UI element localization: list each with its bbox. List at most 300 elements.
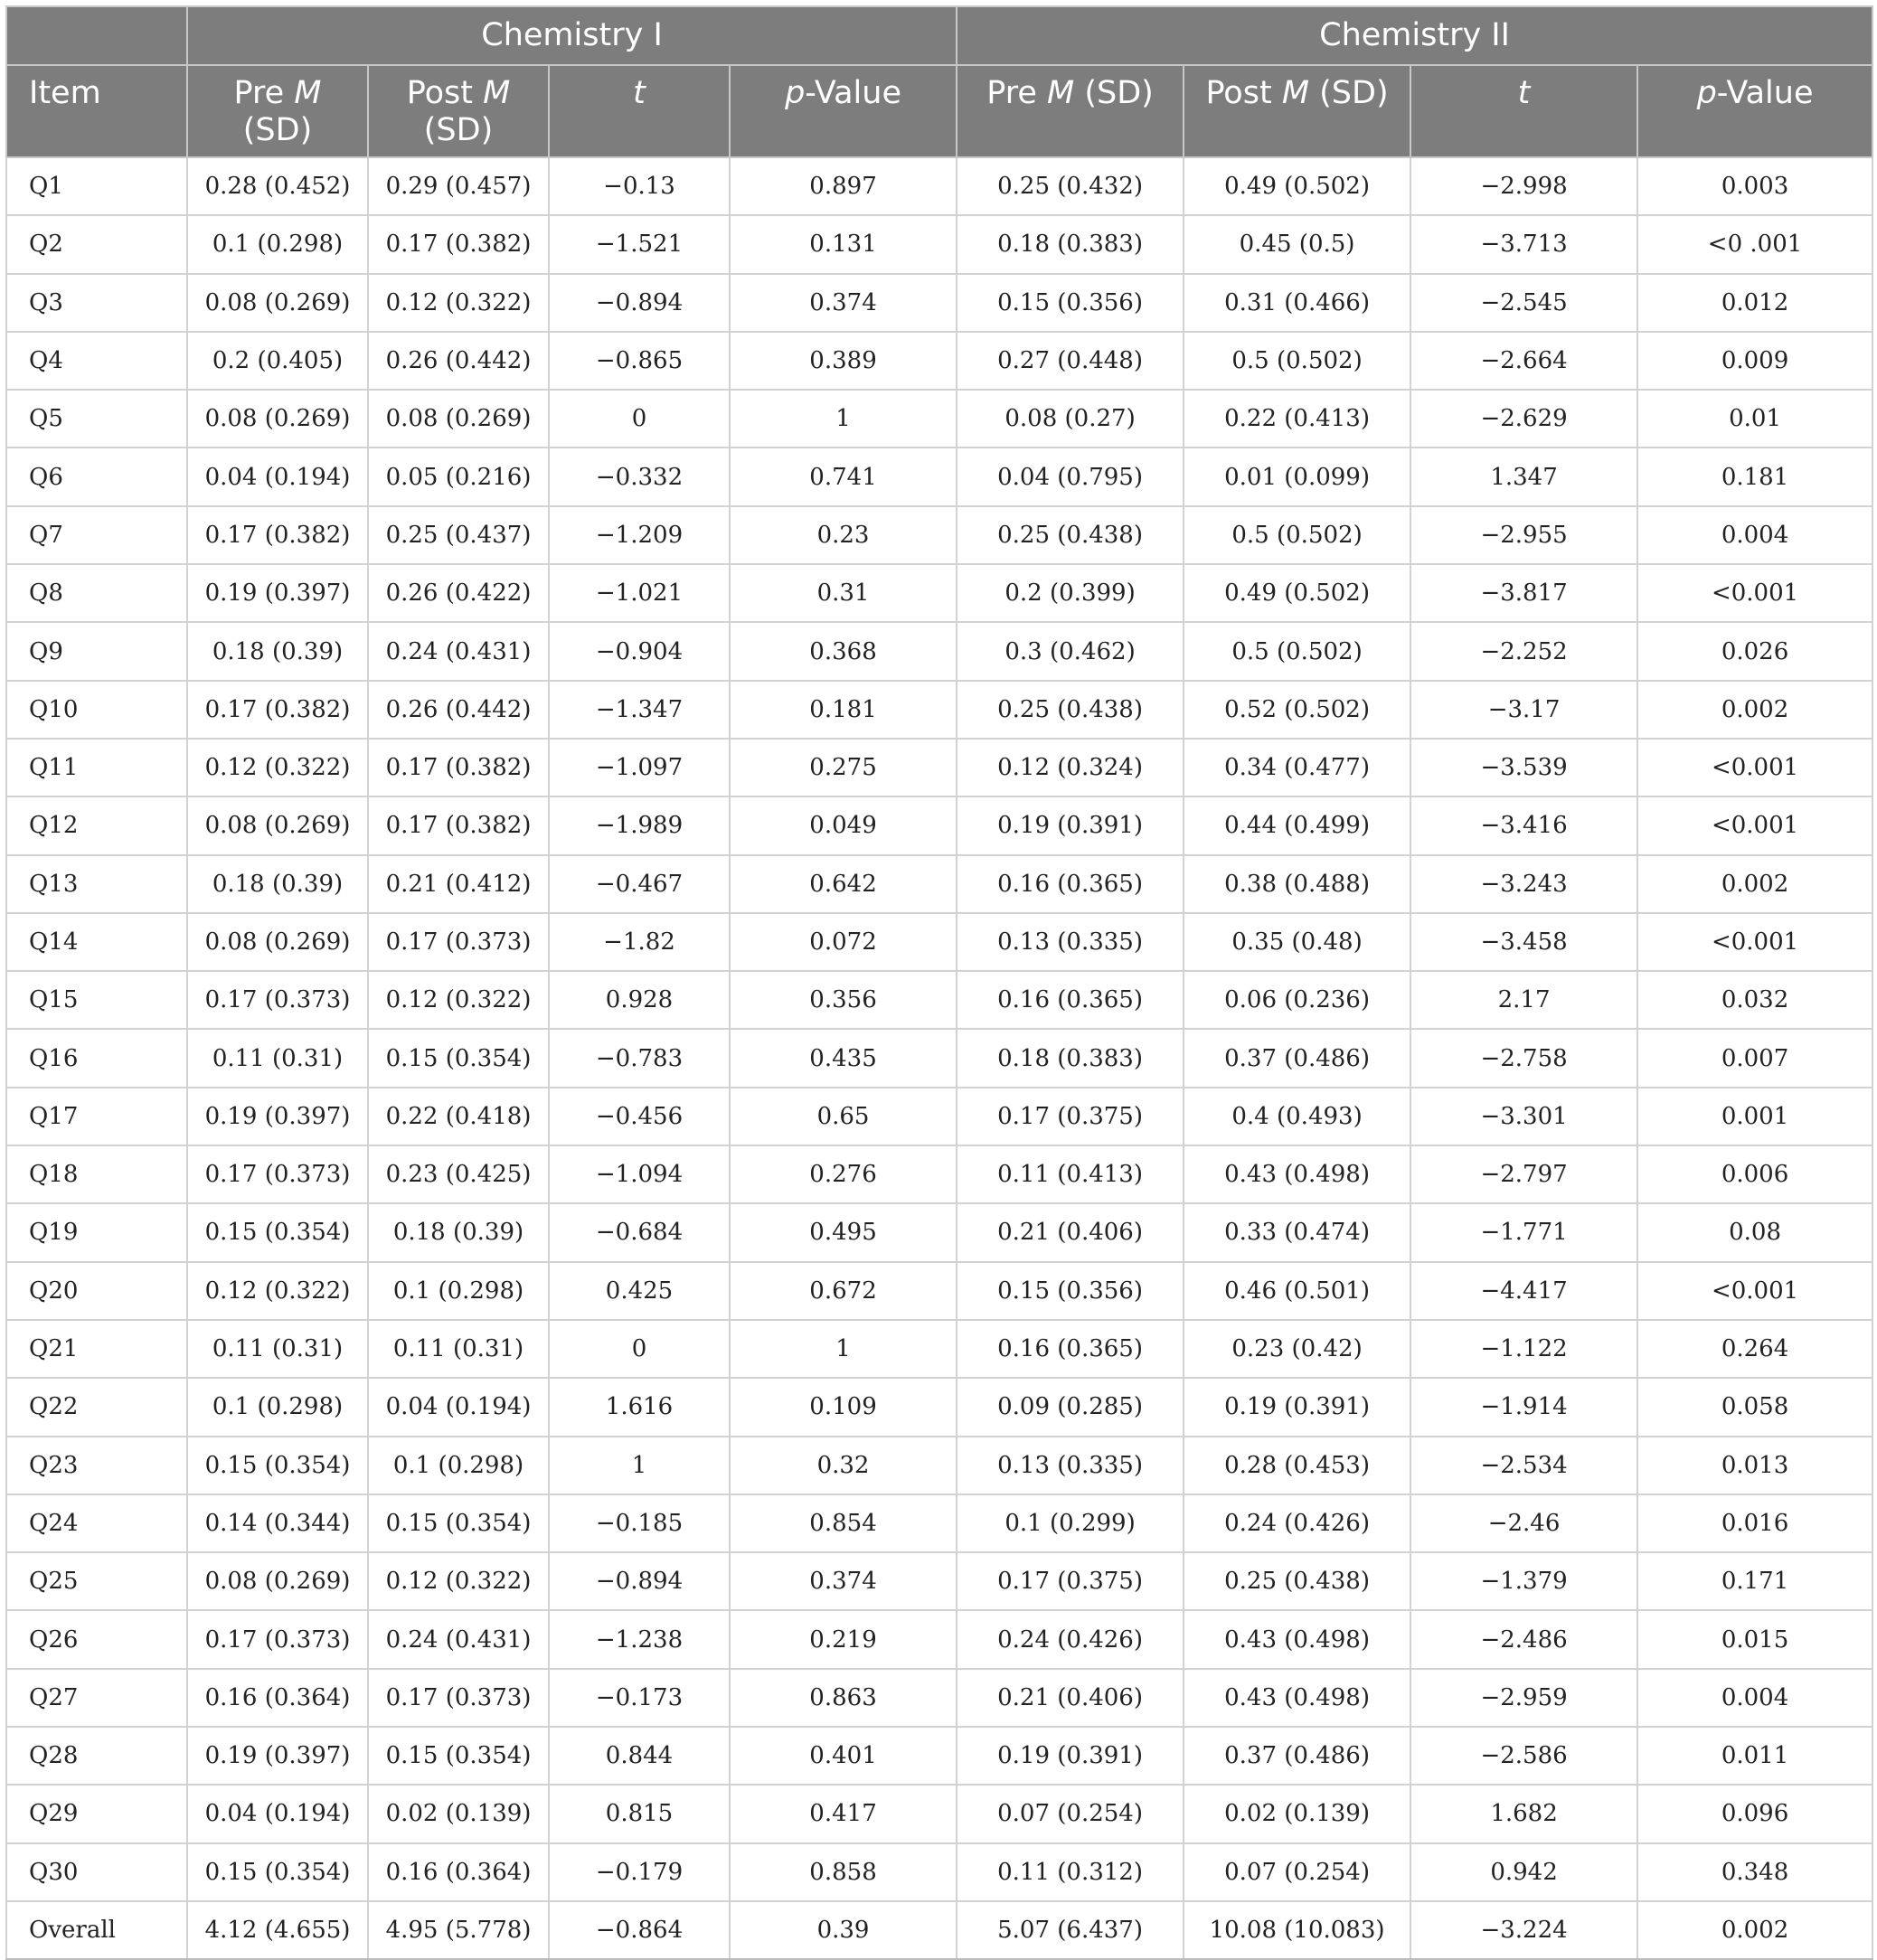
cell-chem2-t: −2.959 <box>1410 1669 1637 1727</box>
table-row <box>6 739 1872 796</box>
cell-chem1-p: 0.219 <box>730 1610 957 1668</box>
cell-chem1-post: 0.04 (0.194) <box>368 1378 549 1436</box>
cell-chem2-t: −2.545 <box>1410 274 1637 332</box>
cell-chem1-post: 0.18 (0.39) <box>368 1203 549 1261</box>
table-row <box>6 390 1872 448</box>
table-row <box>6 1145 1872 1203</box>
cell-item: Q9 <box>6 622 187 680</box>
cell-chem2-post: 0.23 (0.42) <box>1184 1320 1410 1378</box>
cell-chem1-t: −1.021 <box>549 564 730 622</box>
cell-chem1-post: 0.05 (0.216) <box>368 448 549 505</box>
cell-chem2-post: 10.08 (10.083) <box>1184 1901 1410 1959</box>
cell-chem2-p: 0.009 <box>1637 332 1872 390</box>
cell-chem2-pre: 0.18 (0.383) <box>957 1029 1184 1087</box>
cell-chem2-p: 0.08 <box>1637 1203 1872 1261</box>
cell-chem2-t: −2.586 <box>1410 1727 1637 1785</box>
cell-chem1-pre: 0.04 (0.194) <box>187 1785 368 1842</box>
cell-chem1-pre: 0.08 (0.269) <box>187 913 368 971</box>
cell-chem2-p: 0.01 <box>1637 390 1872 448</box>
cell-chem2-t: −2.664 <box>1410 332 1637 390</box>
table-row <box>6 681 1872 739</box>
cell-chem2-p: <0.001 <box>1637 1262 1872 1320</box>
cell-chem2-post: 0.43 (0.498) <box>1184 1610 1410 1668</box>
cell-item: Q1 <box>6 157 187 215</box>
cell-chem1-pre: 0.11 (0.31) <box>187 1029 368 1087</box>
cell-chem2-post: 0.4 (0.493) <box>1184 1088 1410 1145</box>
cell-chem2-p: 0.001 <box>1637 1088 1872 1145</box>
cell-chem2-pre: 0.21 (0.406) <box>957 1203 1184 1261</box>
table-row <box>6 1203 1872 1261</box>
cell-chem2-pre: 0.04 (0.795) <box>957 448 1184 505</box>
cell-chem2-pre: 0.12 (0.324) <box>957 739 1184 796</box>
cell-chem2-pre: 5.07 (6.437) <box>957 1901 1184 1959</box>
cell-chem1-post: 0.21 (0.412) <box>368 855 549 913</box>
table-row <box>6 1029 1872 1087</box>
cell-chem1-post: 0.12 (0.322) <box>368 971 549 1029</box>
cell-chem2-post: 0.06 (0.236) <box>1184 971 1410 1029</box>
cell-chem1-post: 0.26 (0.442) <box>368 332 549 390</box>
cell-chem2-pre: 0.13 (0.335) <box>957 1437 1184 1494</box>
cell-chem2-t: −2.534 <box>1410 1437 1637 1494</box>
table-row <box>6 1727 1872 1785</box>
cell-item: Q3 <box>6 274 187 332</box>
cell-chem2-post: 0.46 (0.501) <box>1184 1262 1410 1320</box>
col-chem2-p-label: -Value <box>1716 75 1814 111</box>
table-body <box>6 157 1872 1959</box>
cell-chem2-post: 0.25 (0.438) <box>1184 1552 1410 1610</box>
cell-chem1-p: 0.854 <box>730 1494 957 1552</box>
cell-chem1-pre: 0.17 (0.373) <box>187 1145 368 1203</box>
cell-chem2-post: 0.22 (0.413) <box>1184 390 1410 448</box>
cell-chem2-t: −2.758 <box>1410 1029 1637 1087</box>
cell-chem1-pre: 0.15 (0.354) <box>187 1203 368 1261</box>
cell-item: Q13 <box>6 855 187 913</box>
table-row <box>6 506 1872 564</box>
cell-chem1-p: 0.131 <box>730 215 957 273</box>
cell-chem2-pre: 0.08 (0.27) <box>957 390 1184 448</box>
cell-chem2-t: −1.122 <box>1410 1320 1637 1378</box>
cell-chem1-t: −0.179 <box>549 1843 730 1901</box>
results-table <box>5 5 1873 1960</box>
cell-chem2-post: 0.19 (0.391) <box>1184 1378 1410 1436</box>
col-chem2-post-m: M <box>1281 75 1310 111</box>
cell-chem1-pre: 4.12 (4.655) <box>187 1901 368 1959</box>
col-chem2-t-label: t <box>1517 75 1531 111</box>
cell-chem2-post: 0.43 (0.498) <box>1184 1669 1410 1727</box>
cell-chem2-p: 0.002 <box>1637 855 1872 913</box>
cell-chem1-p: 0.374 <box>730 1552 957 1610</box>
cell-chem1-p: 0.897 <box>730 157 957 215</box>
cell-chem1-pre: 0.1 (0.298) <box>187 1378 368 1436</box>
cell-chem1-post: 0.16 (0.364) <box>368 1843 549 1901</box>
col-chem2-p-italic: p <box>1696 75 1717 111</box>
cell-chem2-post: 0.45 (0.5) <box>1184 215 1410 273</box>
cell-chem1-pre: 0.04 (0.194) <box>187 448 368 505</box>
cell-chem2-post: 0.5 (0.502) <box>1184 622 1410 680</box>
cell-chem1-t: −0.904 <box>549 622 730 680</box>
group-chemistry-1: Chemistry I <box>187 6 957 65</box>
cell-item: Q17 <box>6 1088 187 1145</box>
cell-chem2-p: 0.004 <box>1637 506 1872 564</box>
cell-chem1-t: −1.238 <box>549 1610 730 1668</box>
table-row <box>6 1843 1872 1901</box>
table-row <box>6 1669 1872 1727</box>
col-chem2-pre-m: M <box>1047 75 1075 111</box>
cell-chem1-p: 0.858 <box>730 1843 957 1901</box>
cell-chem1-pre: 0.17 (0.382) <box>187 506 368 564</box>
cell-item: Q20 <box>6 1262 187 1320</box>
cell-chem2-post: 0.24 (0.426) <box>1184 1494 1410 1552</box>
cell-chem1-t: −0.332 <box>549 448 730 505</box>
cell-chem2-pre: 0.11 (0.413) <box>957 1145 1184 1203</box>
cell-chem1-pre: 0.16 (0.364) <box>187 1669 368 1727</box>
col-chem2-post <box>1184 65 1410 157</box>
cell-chem2-pre: 0.17 (0.375) <box>957 1088 1184 1145</box>
cell-chem1-post: 0.17 (0.382) <box>368 796 549 854</box>
cell-chem1-t: 1 <box>549 1437 730 1494</box>
cell-chem1-post: 0.12 (0.322) <box>368 274 549 332</box>
cell-chem2-post: 0.01 (0.099) <box>1184 448 1410 505</box>
table-row <box>6 971 1872 1029</box>
cell-chem1-p: 0.389 <box>730 332 957 390</box>
cell-chem1-p: 0.672 <box>730 1262 957 1320</box>
cell-chem2-post: 0.33 (0.474) <box>1184 1203 1410 1261</box>
cell-chem2-p: 0.003 <box>1637 157 1872 215</box>
cell-chem1-pre: 0.2 (0.405) <box>187 332 368 390</box>
cell-chem2-p: <0 .001 <box>1637 215 1872 273</box>
cell-chem2-t: −2.629 <box>1410 390 1637 448</box>
cell-chem2-p: 0.002 <box>1637 1901 1872 1959</box>
cell-chem2-pre: 0.13 (0.335) <box>957 913 1184 971</box>
cell-chem1-t: −0.864 <box>549 1901 730 1959</box>
cell-chem2-p: 0.006 <box>1637 1145 1872 1203</box>
cell-chem2-p: 0.032 <box>1637 971 1872 1029</box>
table-row <box>6 913 1872 971</box>
cell-chem1-post: 0.15 (0.354) <box>368 1727 549 1785</box>
col-chem1-t <box>549 65 730 157</box>
cell-chem1-post: 0.25 (0.437) <box>368 506 549 564</box>
cell-chem1-pre: 0.19 (0.397) <box>187 564 368 622</box>
group-chemistry-2: Chemistry II <box>957 6 1872 65</box>
table-row <box>6 157 1872 215</box>
col-chem1-t-label: t <box>633 75 646 111</box>
cell-chem1-t: −0.185 <box>549 1494 730 1552</box>
header-group-row <box>6 6 1872 65</box>
col-chem1-pre-m: M <box>294 75 322 111</box>
cell-chem2-pre: 0.15 (0.356) <box>957 1262 1184 1320</box>
cell-chem1-pre: 0.17 (0.373) <box>187 1610 368 1668</box>
cell-chem1-pre: 0.12 (0.322) <box>187 1262 368 1320</box>
cell-chem2-p: 0.096 <box>1637 1785 1872 1842</box>
cell-chem1-p: 0.374 <box>730 274 957 332</box>
cell-chem2-post: 0.44 (0.499) <box>1184 796 1410 854</box>
cell-item: Q10 <box>6 681 187 739</box>
cell-chem2-post: 0.43 (0.498) <box>1184 1145 1410 1203</box>
cell-chem2-t: −2.252 <box>1410 622 1637 680</box>
col-chem2-t <box>1410 65 1637 157</box>
cell-chem2-p: 0.013 <box>1637 1437 1872 1494</box>
cell-chem1-post: 0.1 (0.298) <box>368 1437 549 1494</box>
cell-chem2-post: 0.49 (0.502) <box>1184 157 1410 215</box>
cell-chem2-p: 0.002 <box>1637 681 1872 739</box>
cell-chem1-t: −1.82 <box>549 913 730 971</box>
cell-chem2-pre: 0.11 (0.312) <box>957 1843 1184 1901</box>
cell-chem2-t: −3.817 <box>1410 564 1637 622</box>
table-row <box>6 1785 1872 1842</box>
table-row <box>6 622 1872 680</box>
cell-item: Q30 <box>6 1843 187 1901</box>
cell-chem1-t: −0.456 <box>549 1088 730 1145</box>
cell-chem1-pre: 0.19 (0.397) <box>187 1727 368 1785</box>
table-row <box>6 1320 1872 1378</box>
cell-chem1-post: 0.29 (0.457) <box>368 157 549 215</box>
cell-chem1-p: 0.356 <box>730 971 957 1029</box>
cell-chem1-p: 0.65 <box>730 1088 957 1145</box>
cell-chem2-t: −2.486 <box>1410 1610 1637 1668</box>
cell-chem1-pre: 0.18 (0.39) <box>187 622 368 680</box>
cell-item: Q7 <box>6 506 187 564</box>
cell-chem2-p: 0.264 <box>1637 1320 1872 1378</box>
col-chem2-pre-label: Pre <box>986 75 1048 111</box>
cell-chem2-t: −3.224 <box>1410 1901 1637 1959</box>
cell-chem2-pre: 0.09 (0.285) <box>957 1378 1184 1436</box>
cell-chem2-t: −3.301 <box>1410 1088 1637 1145</box>
table-row <box>6 1901 1872 1959</box>
cell-chem1-pre: 0.14 (0.344) <box>187 1494 368 1552</box>
table-row <box>6 564 1872 622</box>
cell-chem2-t: −3.458 <box>1410 913 1637 971</box>
cell-chem1-p: 0.368 <box>730 622 957 680</box>
cell-chem1-t: −1.097 <box>549 739 730 796</box>
cell-chem2-t: 1.347 <box>1410 448 1637 505</box>
cell-chem2-pre: 0.18 (0.383) <box>957 215 1184 273</box>
cell-chem1-post: 0.22 (0.418) <box>368 1088 549 1145</box>
col-chem1-pre <box>187 65 368 157</box>
cell-chem2-t: −2.998 <box>1410 157 1637 215</box>
cell-chem1-post: 4.95 (5.778) <box>368 1901 549 1959</box>
cell-chem1-post: 0.08 (0.269) <box>368 390 549 448</box>
col-item: Item <box>6 65 187 157</box>
cell-item: Q19 <box>6 1203 187 1261</box>
cell-chem1-p: 0.276 <box>730 1145 957 1203</box>
cell-chem1-p: 0.181 <box>730 681 957 739</box>
cell-chem2-p: 0.181 <box>1637 448 1872 505</box>
cell-chem1-post: 0.17 (0.373) <box>368 913 549 971</box>
cell-chem2-p: 0.004 <box>1637 1669 1872 1727</box>
cell-chem2-post: 0.52 (0.502) <box>1184 681 1410 739</box>
cell-chem1-t: −0.467 <box>549 855 730 913</box>
cell-item: Q24 <box>6 1494 187 1552</box>
cell-chem2-post: 0.35 (0.48) <box>1184 913 1410 971</box>
cell-chem1-pre: 0.15 (0.354) <box>187 1843 368 1901</box>
cell-chem2-t: 0.942 <box>1410 1843 1637 1901</box>
cell-chem2-t: −2.46 <box>1410 1494 1637 1552</box>
cell-chem2-pre: 0.16 (0.365) <box>957 1320 1184 1378</box>
cell-chem2-p: <0.001 <box>1637 913 1872 971</box>
cell-chem2-p: 0.016 <box>1637 1494 1872 1552</box>
col-chem1-pre-label: Pre <box>233 75 295 111</box>
cell-chem2-p: 0.007 <box>1637 1029 1872 1087</box>
cell-chem2-p: <0.001 <box>1637 564 1872 622</box>
cell-chem1-p: 1 <box>730 1320 957 1378</box>
table-row <box>6 1494 1872 1552</box>
cell-item: Q15 <box>6 971 187 1029</box>
cell-item: Q28 <box>6 1727 187 1785</box>
cell-chem1-t: −1.989 <box>549 796 730 854</box>
cell-chem2-post: 0.28 (0.453) <box>1184 1437 1410 1494</box>
cell-chem2-pre: 0.19 (0.391) <box>957 1727 1184 1785</box>
cell-chem2-pre: 0.1 (0.299) <box>957 1494 1184 1552</box>
table-row <box>6 215 1872 273</box>
table-row <box>6 332 1872 390</box>
cell-chem2-post: 0.07 (0.254) <box>1184 1843 1410 1901</box>
cell-chem1-p: 0.642 <box>730 855 957 913</box>
cell-chem1-post: 0.24 (0.431) <box>368 622 549 680</box>
cell-chem2-pre: 0.27 (0.448) <box>957 332 1184 390</box>
cell-chem1-p: 0.275 <box>730 739 957 796</box>
table-row <box>6 274 1872 332</box>
cell-chem1-t: 0 <box>549 390 730 448</box>
col-chem1-post <box>368 65 549 157</box>
cell-chem1-t: −0.894 <box>549 1552 730 1610</box>
cell-chem1-pre: 0.08 (0.269) <box>187 274 368 332</box>
cell-chem1-t: −0.173 <box>549 1669 730 1727</box>
cell-chem2-t: −1.771 <box>1410 1203 1637 1261</box>
cell-item: Q4 <box>6 332 187 390</box>
cell-chem1-post: 0.17 (0.373) <box>368 1669 549 1727</box>
cell-chem2-pre: 0.15 (0.356) <box>957 274 1184 332</box>
cell-item: Q8 <box>6 564 187 622</box>
cell-item: Q16 <box>6 1029 187 1087</box>
cell-chem1-t: 0.425 <box>549 1262 730 1320</box>
cell-chem2-p: 0.011 <box>1637 1727 1872 1785</box>
cell-chem2-pre: 0.21 (0.406) <box>957 1669 1184 1727</box>
cell-chem1-t: −0.865 <box>549 332 730 390</box>
cell-chem2-p: 0.348 <box>1637 1843 1872 1901</box>
cell-chem1-p: 1 <box>730 390 957 448</box>
cell-chem2-pre: 0.07 (0.254) <box>957 1785 1184 1842</box>
cell-chem1-post: 0.17 (0.382) <box>368 215 549 273</box>
col-chem1-p-label: -Value <box>805 75 901 111</box>
cell-chem1-post: 0.26 (0.422) <box>368 564 549 622</box>
cell-chem1-p: 0.863 <box>730 1669 957 1727</box>
cell-chem2-t: 2.17 <box>1410 971 1637 1029</box>
cell-chem2-t: 1.682 <box>1410 1785 1637 1842</box>
cell-chem2-post: 0.5 (0.502) <box>1184 506 1410 564</box>
cell-chem2-t: −3.539 <box>1410 739 1637 796</box>
cell-chem1-p: 0.401 <box>730 1727 957 1785</box>
cell-item: Q27 <box>6 1669 187 1727</box>
cell-chem2-pre: 0.25 (0.438) <box>957 681 1184 739</box>
cell-chem2-t: −3.713 <box>1410 215 1637 273</box>
cell-item: Q2 <box>6 215 187 273</box>
cell-chem2-pre: 0.2 (0.399) <box>957 564 1184 622</box>
cell-chem1-p: 0.39 <box>730 1901 957 1959</box>
cell-chem1-post: 0.11 (0.31) <box>368 1320 549 1378</box>
cell-chem1-post: 0.12 (0.322) <box>368 1552 549 1610</box>
cell-chem1-p: 0.417 <box>730 1785 957 1842</box>
cell-chem1-post: 0.15 (0.354) <box>368 1494 549 1552</box>
cell-item: Q23 <box>6 1437 187 1494</box>
cell-chem2-pre: 0.25 (0.432) <box>957 157 1184 215</box>
cell-chem1-t: 0.844 <box>549 1727 730 1785</box>
cell-chem2-p: 0.171 <box>1637 1552 1872 1610</box>
table-row <box>6 796 1872 854</box>
cell-chem2-t: −4.417 <box>1410 1262 1637 1320</box>
cell-chem2-pre: 0.3 (0.462) <box>957 622 1184 680</box>
cell-chem2-p: 0.058 <box>1637 1378 1872 1436</box>
col-chem1-p <box>730 65 957 157</box>
cell-chem1-post: 0.23 (0.425) <box>368 1145 549 1203</box>
cell-chem1-pre: 0.08 (0.269) <box>187 1552 368 1610</box>
cell-chem1-pre: 0.08 (0.269) <box>187 390 368 448</box>
cell-chem1-p: 0.072 <box>730 913 957 971</box>
cell-chem2-post: 0.02 (0.139) <box>1184 1785 1410 1842</box>
table-row <box>6 1437 1872 1494</box>
cell-chem1-t: 0 <box>549 1320 730 1378</box>
cell-chem2-t: −2.797 <box>1410 1145 1637 1203</box>
cell-chem2-t: −3.416 <box>1410 796 1637 854</box>
cell-chem2-t: −2.955 <box>1410 506 1637 564</box>
header-empty-cell <box>6 6 187 65</box>
cell-chem1-pre: 0.17 (0.373) <box>187 971 368 1029</box>
cell-chem1-t: −1.209 <box>549 506 730 564</box>
cell-chem1-p: 0.495 <box>730 1203 957 1261</box>
cell-chem1-post: 0.02 (0.139) <box>368 1785 549 1842</box>
col-chem1-post-m: M <box>483 75 511 111</box>
cell-chem2-pre: 0.16 (0.365) <box>957 855 1184 913</box>
table-row <box>6 855 1872 913</box>
cell-item: Q5 <box>6 390 187 448</box>
table-container <box>5 5 1873 1960</box>
cell-chem1-pre: 0.12 (0.322) <box>187 739 368 796</box>
cell-chem1-pre: 0.18 (0.39) <box>187 855 368 913</box>
cell-chem2-p: <0.001 <box>1637 796 1872 854</box>
cell-chem1-pre: 0.11 (0.31) <box>187 1320 368 1378</box>
cell-chem2-p: <0.001 <box>1637 739 1872 796</box>
cell-item: Q11 <box>6 739 187 796</box>
table-row <box>6 1378 1872 1436</box>
table-row <box>6 1610 1872 1668</box>
col-chem1-p-italic: p <box>785 75 806 111</box>
header-column-row <box>6 65 1872 157</box>
cell-chem1-pre: 0.28 (0.452) <box>187 157 368 215</box>
cell-chem1-post: 0.15 (0.354) <box>368 1029 549 1087</box>
cell-chem2-pre: 0.17 (0.375) <box>957 1552 1184 1610</box>
cell-chem1-pre: 0.19 (0.397) <box>187 1088 368 1145</box>
cell-chem1-post: 0.26 (0.442) <box>368 681 549 739</box>
cell-chem1-t: −0.783 <box>549 1029 730 1087</box>
cell-item: Q25 <box>6 1552 187 1610</box>
cell-chem1-p: 0.31 <box>730 564 957 622</box>
table-header <box>6 6 1872 157</box>
cell-item: Q22 <box>6 1378 187 1436</box>
cell-chem1-t: 0.928 <box>549 971 730 1029</box>
cell-chem1-pre: 0.15 (0.354) <box>187 1437 368 1494</box>
cell-chem1-p: 0.23 <box>730 506 957 564</box>
col-chem2-p <box>1637 65 1872 157</box>
cell-chem2-t: −3.17 <box>1410 681 1637 739</box>
cell-chem2-post: 0.5 (0.502) <box>1184 332 1410 390</box>
cell-chem2-p: 0.015 <box>1637 1610 1872 1668</box>
col-chem1-pre-sd: (SD) <box>242 112 313 148</box>
cell-chem2-post: 0.49 (0.502) <box>1184 564 1410 622</box>
cell-item: Q18 <box>6 1145 187 1203</box>
table-row <box>6 1262 1872 1320</box>
table-row <box>6 448 1872 505</box>
cell-chem2-post: 0.37 (0.486) <box>1184 1029 1410 1087</box>
cell-chem2-post: 0.34 (0.477) <box>1184 739 1410 796</box>
